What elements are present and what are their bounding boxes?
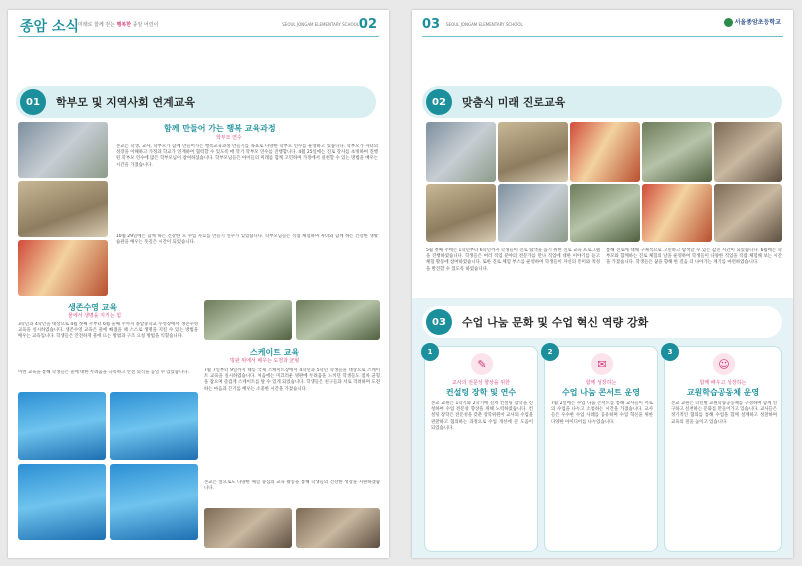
- photo-skate-2: [296, 300, 380, 340]
- card-title: 컨설팅 장학 및 연수: [445, 388, 517, 397]
- section-number: 03: [426, 309, 452, 335]
- card-subtitle: 함께 배우고 성장하는: [699, 380, 747, 386]
- section-banner-02: [422, 86, 782, 118]
- slogan: 미래로 함께 걷는 행복한 종암 어린이: [78, 22, 159, 28]
- card-learning-community: [664, 346, 782, 552]
- section-03-background: [412, 298, 793, 558]
- body-text-swim: 3학년과 4학년을 대상으로 4월 첫째 주부터 6월 둘째 주까지 종암중학교 수영장에서 생존수영 교육을 실시하였습니다. 생존수영 교육은 물에 빠졌을 때 스스로 생명을 지킬 수 있는 방법을 배우는 교육입니다. 학생들은 안전하게 물에 뜨는 방법과 구조 요청 방법을 익혔습니다.: [18, 322, 198, 340]
- photo-career-10: [714, 184, 782, 242]
- body-text-career-2: 통해 진로에 대해 구체적으로 고민하고 탐색할 수 있는 값진 시간이 되었습니다. 6월에는 학부모와 함께하는 진로 체험의 날을 운영하여 학생들이 다양한 직업을 직접 체험해 보는 시간을 가졌습니다. 학생들은 꿈을 향해 한 걸음 더 나아가는 계기를 마련하였습니다.: [606, 248, 782, 266]
- skate-title: 스케이트 교육: [250, 348, 300, 357]
- section-number: 02: [426, 89, 452, 115]
- swim-subtitle: 물에서 생명을 지키는 힘: [68, 313, 122, 319]
- people-icon: ☺: [713, 353, 735, 375]
- section-number: 01: [20, 89, 46, 115]
- photo-swim-2: [110, 392, 198, 460]
- photo-swim-4: [110, 464, 198, 540]
- section-banner-01: [16, 86, 376, 118]
- skate-subtitle: 빙판 위에서 배우는 도전과 균형: [230, 358, 300, 364]
- photo-parent-training-2: [18, 181, 108, 237]
- left-header: [8, 10, 389, 40]
- card-body: 본교 교원은 학년별 교원학습공동체를 구성하여 함께 연구하고 실천하는 문화를 만들어가고 있습니다. 교사들은 정기적인 협의를 통해 수업을 함께 설계하고 성찰하며 교육의 질을 높이고 있습니다.: [671, 401, 777, 425]
- photo-skate-4: [296, 508, 380, 548]
- card-subtitle: 함께 성장하는: [585, 380, 617, 386]
- school-emblem-icon: [724, 18, 733, 27]
- right-header: [412, 10, 793, 40]
- subsection-title: 함께 만들어 가는 행복 교육과정: [164, 124, 276, 133]
- card-body: 본교 교원은 1학기와 2학기에 걸쳐 컨설팅 장학을 신청하여 수업 전문성 향상을 위해 노력하였습니다. 컨설팅 장학은 전문성을 갖춘 장학위원이 교사의 수업을 관찰하고 협의하는 과정으로 수업 개선에 큰 도움이 되었습니다.: [431, 401, 533, 431]
- school-logo: 서울종암초등학교: [724, 17, 781, 27]
- card-title: 수업 나눔 콘서트 운영: [562, 388, 640, 397]
- swim-title: 생존수영 교육: [68, 303, 118, 312]
- body-text-skate-2: 본교는 앞으로도 다양한 체험 중심의 교육 활동을 통해 학생들의 건강한 성장을 지원하겠습니다.: [204, 480, 380, 492]
- photo-career-4: [642, 122, 712, 182]
- photo-career-8: [570, 184, 640, 242]
- photo-career-7: [498, 184, 568, 242]
- card-number: 1: [421, 343, 439, 361]
- card-consulting: [424, 346, 538, 552]
- card-number: 2: [541, 343, 559, 361]
- card-number: 3: [661, 343, 679, 361]
- header-rule: [18, 36, 379, 37]
- section-title: 종암 소식: [20, 19, 79, 35]
- school-name-en: SEOUL JONGAM ELEMENTARY SCHOOL: [282, 22, 359, 27]
- photo-skate-3: [204, 508, 292, 548]
- envelope-icon: ✉: [591, 353, 613, 375]
- photo-career-5: [714, 122, 782, 182]
- card-lesson-sharing: [544, 346, 658, 552]
- photo-career-1: [426, 122, 496, 182]
- photo-career-6: [426, 184, 496, 242]
- photo-parent-training-3: [18, 240, 108, 296]
- photo-career-9: [642, 184, 712, 242]
- section-heading: 학부모 및 지역사회 연계교육: [56, 96, 195, 109]
- right-page: [412, 10, 793, 558]
- subsection-subtitle: 학부모 연수: [216, 135, 242, 141]
- body-text-swim-2: 이번 교육을 통해 학생들은 물에 대한 두려움을 극복하고 안전 의식을 높일 수 있었습니다.: [18, 370, 189, 375]
- header-rule: [422, 36, 783, 37]
- photo-swim-3: [18, 464, 106, 540]
- section-heading: 맞춤식 미래 진로교육: [462, 96, 566, 109]
- left-page: [8, 10, 389, 558]
- page-number: 02: [358, 17, 377, 32]
- body-text-skate: 7월 7일부터 9일까지 태릉 국제 스케이트장에서 4학년과 5학년 학생들을 대상으로 스케이트 교육을 실시하였습니다. 처음에는 미끄러운 빙판에 두려움을 느끼던 학생들도 점차 균형을 잡으며 즐겁게 스케이트를 탈 수 있게 되었습니다. 학생들은 친구들과 서로 격려하며 도전하는 마음과 끈기를 배우는 소중한 시간을 가졌습니다.: [204, 368, 380, 392]
- section-heading: 수업 나눔 문화 및 수업 혁신 역량 강화: [462, 316, 649, 329]
- card-body: 7월 2일에는 수업 나눔 콘서트를 통해 교사들이 서로의 수업을 나누고 소통하는 시간을 가졌습니다. 교사들은 우수한 수업 사례를 공유하며 수업 혁신을 위한 다양한 아이디어를 나누었습니다.: [551, 401, 653, 425]
- section-banner-03: [422, 306, 782, 338]
- pencil-icon: ✎: [471, 353, 493, 375]
- body-text-parent-training: 본교는 학생, 교사, 학부모가 함께 만들어가는 행복교육과정 만들기를 목표로 다양한 학부모 연수를 운영하고 있습니다. 학부모가 자녀의 성장을 이해하고 가정과 학교가 연계하여 협력할 수 있도록 매 학기 학부모 연수를 진행합니다. 4월 25일에는 진로 강사를 초빙하여 진행된 학부모 연수에 많은 학부모님이 참여하셨습니다. 학부모님들은 아이들의 미래를 함께 고민하며 가정에서 실천할 수 있는 방법을 배우는 시간을 가졌습니다.: [116, 144, 378, 168]
- body-text-parent-training-2: 10월 29일에는 함께 하는 건강한 모 수업 자료를 만들기 연수가 있었습니다. 학부모님들은 직접 체험하며 자녀와 함께 하는 건강한 생활 습관을 배우는 뜻깊은 시간이 되었습니다.: [116, 234, 378, 246]
- photo-parent-training-1: [18, 122, 108, 178]
- page-number: 03: [422, 17, 441, 32]
- card-subtitle: 교사의 전문성 향상을 위한: [452, 380, 510, 386]
- body-text-career-1: 5월 첫째 주에는 1학년부터 6학년까지 학생들이 진로 탐색을 돕기 위한 진로 교육 프로그램을 진행하였습니다. 학생들은 여러 직업 분야의 전문가를 만나 직업에 대한 이야기를 듣고 체험 활동에 참여하였습니다. 또한 진로 체험 부스를 운영하여 학생들이 자신의 흥미와 적성을 발견할 수 있도록 하였습니다.: [426, 248, 600, 272]
- photo-career-3: [570, 122, 640, 182]
- school-name-en: SEOUL JONGAM ELEMENTARY SCHOOL: [446, 22, 523, 27]
- photo-swim-1: [18, 392, 106, 460]
- photo-career-2: [498, 122, 568, 182]
- card-title: 교원학습공동체 운영: [686, 388, 760, 397]
- photo-skate-1: [204, 300, 292, 340]
